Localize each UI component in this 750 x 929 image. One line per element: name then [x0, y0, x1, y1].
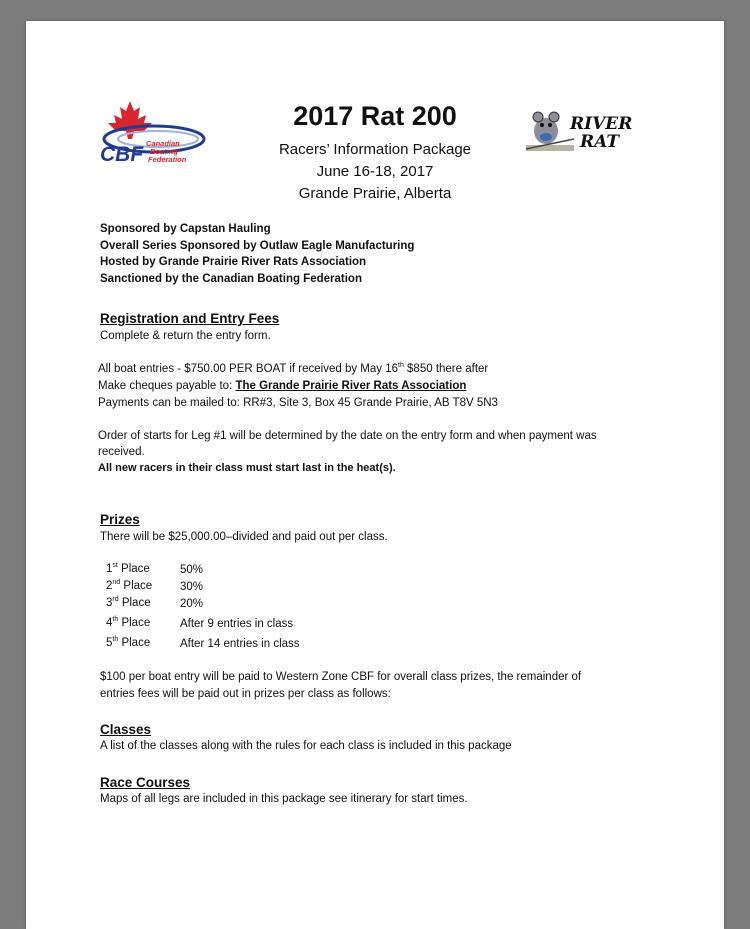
prize-value: After 9 entries in class: [180, 618, 294, 630]
prize-value: 50%: [180, 564, 204, 576]
event-dates: June 16-18, 2017: [316, 163, 434, 180]
registration-heading: Registration and Entry Fees: [100, 311, 280, 326]
sponsor-line: Sponsored by Capstan Hauling: [100, 223, 271, 235]
event-location: Grande Prairie, Alberta: [298, 185, 452, 202]
start-order-text-cont: received.: [98, 446, 145, 458]
svg-text:CBF: CBF: [100, 143, 144, 166]
cheques-payable: Make cheques payable to: The Grande Prairie River Rats Association: [98, 380, 467, 392]
race-courses-text: Maps of all legs are included in this package see itinerary for start times.: [100, 793, 468, 805]
sponsor-line: Overall Series Sponsored by Outlaw Eagle Manufacturing: [100, 240, 415, 252]
prize-value: 30%: [180, 581, 204, 593]
prizes-intro: There will be $25,000.00–divided and paid out per class.: [100, 531, 388, 543]
prize-note: $100 per boat entry will be paid to Western Zone CBF for overall class prizes, the remainder of: [100, 671, 582, 683]
start-order-text: Order of starts for Leg #1 will be determined by the date on the entry form and when payment was: [98, 430, 597, 442]
svg-text:RIVER: RIVER: [570, 114, 633, 134]
classes-heading: Classes: [100, 722, 152, 737]
race-courses-heading: Race Courses: [100, 775, 191, 790]
sponsor-line: Sanctioned by the Canadian Boating Federation: [100, 273, 362, 285]
entry-fees: All boat entries - $750.00 PER BOAT if received by May 16th $850 there after: [98, 362, 489, 375]
prize-place: 2nd Place: [106, 579, 153, 592]
prizes-heading: Prizes: [100, 512, 140, 527]
svg-text:RAT: RAT: [580, 132, 620, 152]
prize-place: 5th Place: [106, 636, 151, 649]
prize-value: 20%: [180, 598, 204, 610]
svg-text:Canadian: Canadian: [146, 139, 180, 148]
prize-place: 3rd Place: [106, 596, 151, 609]
prize-note-cont: entries fees will be paid out in prizes per class as follows:: [100, 688, 391, 700]
sponsor-line: Hosted by Grande Prairie River Rats Association: [100, 256, 367, 268]
new-racers-rule: All new racers in their class must start last in the heat(s).: [98, 462, 396, 474]
prize-place: 4th Place: [106, 616, 151, 629]
payee-name: The Grande Prairie River Rats Association: [235, 380, 467, 392]
svg-text:Federation: Federation: [148, 155, 187, 164]
mailing-address: Payments can be mailed to: RR#3, Site 3, Box 45 Grande Prairie, AB T8V 5N3: [98, 397, 498, 409]
subtitle: Racers’ Information Package: [278, 141, 472, 158]
registration-instruction: Complete & return the entry form.: [100, 330, 271, 342]
document-page: [26, 21, 724, 929]
svg-text:Boating: Boating: [150, 147, 178, 156]
classes-text: A list of the classes along with the rules for each class is included in this package: [100, 740, 512, 752]
page-title: 2017 Rat 200: [293, 101, 457, 131]
prize-value: After 14 entries in class: [180, 638, 300, 650]
prize-place: 1st Place: [106, 562, 150, 575]
